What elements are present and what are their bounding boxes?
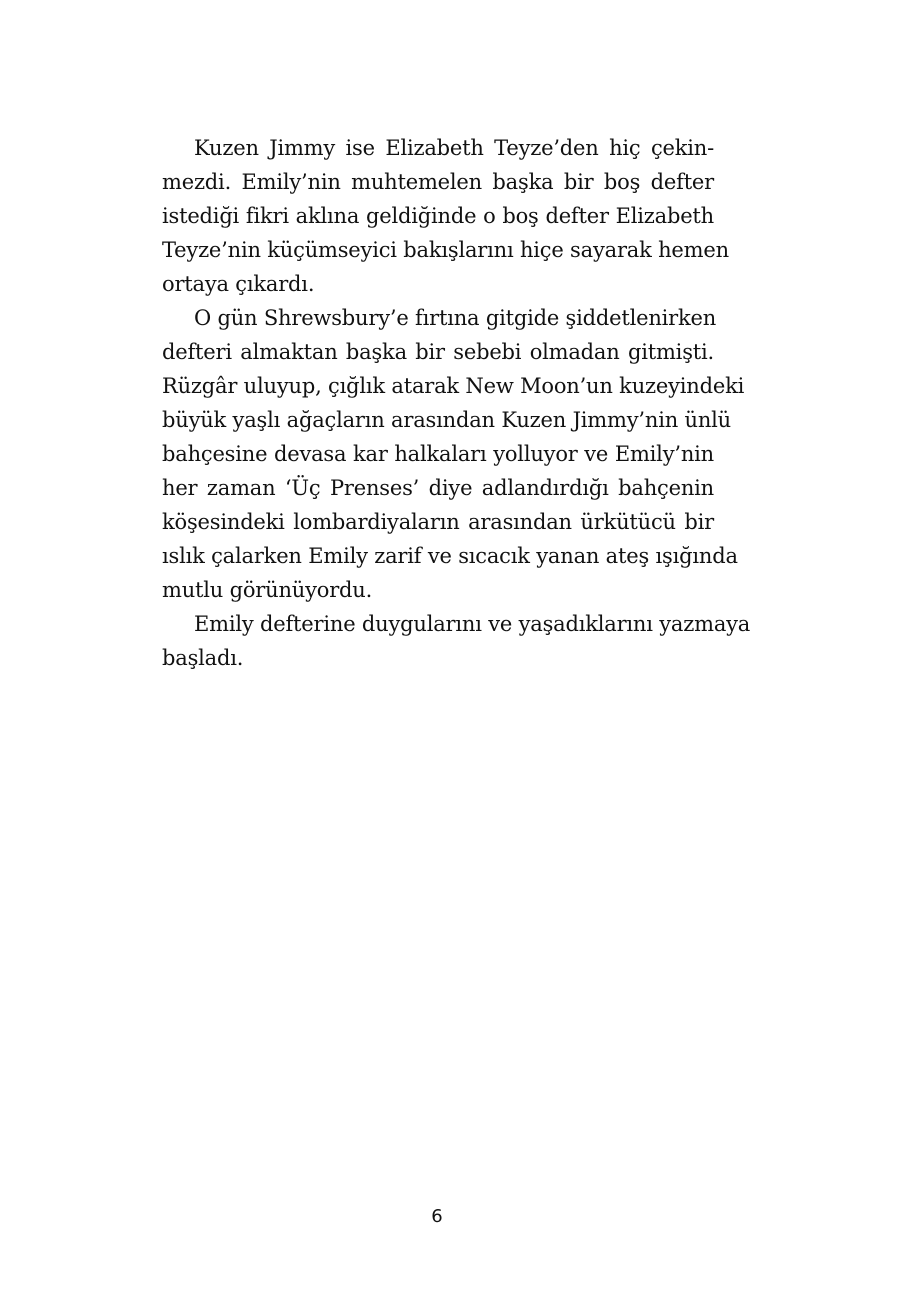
body-text [162, 131, 751, 675]
paragraph-1 [162, 131, 729, 301]
text-line: O gün Shrewsbury’e fırtına gitgide şiddetlenirken [194, 306, 717, 330]
text-line: Kuzen Jimmy ise Elizabeth Teyze’den hiç çekin- [194, 136, 714, 160]
text-line: defteri almaktan başka bir sebebi olmadan gitmişti. [162, 340, 714, 364]
text-line: Emily defterine duygularını ve yaşadıklarını yazmaya [194, 612, 751, 636]
text-line: bahçesine devasa kar halkaları yolluyor ve Emily’nin [162, 442, 714, 466]
paragraph-2 [162, 301, 745, 607]
text-line: her zaman ‘Üç Prenses’ diye adlandırdığı bahçenin [162, 476, 714, 500]
text-line: büyük yaşlı ağaçların arasından Kuzen Jimmy’nin ünlü [162, 408, 731, 432]
text-line: ıslık çalarken Emily zarif ve sıcacık yanan ateş ışığında [162, 544, 738, 568]
text-line: mutlu görünüyordu. [162, 578, 373, 602]
text-line: istediği fikri aklına geldiğinde o boş defter Elizabeth [162, 204, 714, 228]
text-line: köşesindeki lombardiyaların arasından ürkütücü bir [162, 510, 714, 534]
paragraph-3 [162, 607, 751, 675]
text-line: mezdi. Emily’nin muhtemelen başka bir boş defter [162, 170, 714, 194]
text-line: ortaya çıkardı. [162, 272, 315, 296]
page-number: 6 [431, 1206, 443, 1227]
text-line: Rüzgâr uluyup, çığlık atarak New Moon’un kuzeyindeki [162, 374, 745, 398]
text-line: başladı. [162, 646, 244, 670]
text-line: Teyze’nin küçümseyici bakışlarını hiçe sayarak hemen [162, 238, 729, 262]
